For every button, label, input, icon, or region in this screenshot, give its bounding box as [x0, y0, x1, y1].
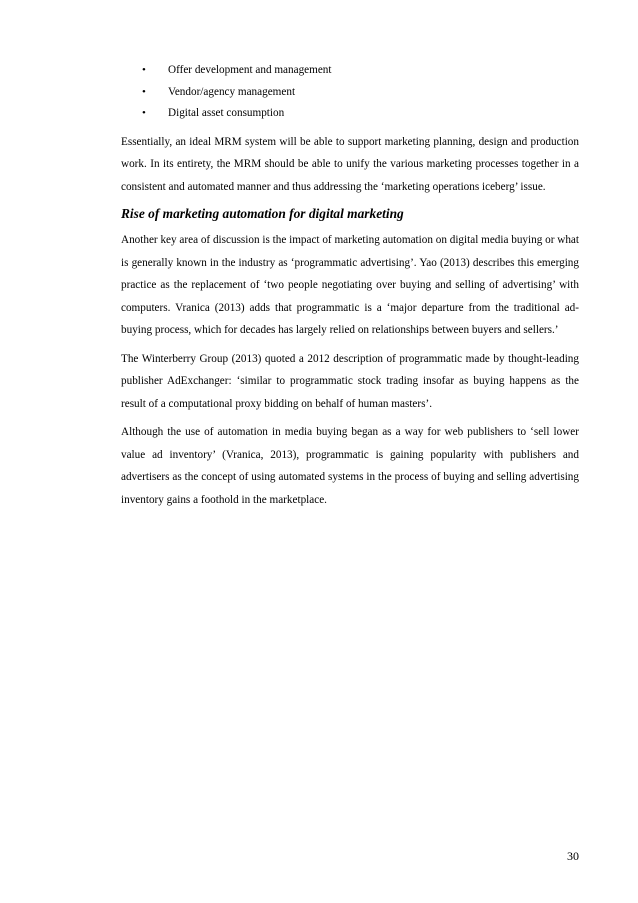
bullet-icon: • — [142, 85, 146, 98]
page-number: 30 — [567, 849, 579, 863]
bullet-item — [142, 60, 579, 82]
paragraph-mrm-summary: Essentially, an ideal MRM system will be able to support marketing planning, design and production work. In its entirety, the MRM should be able to unify the various marketing processes together in a consistent and automated manner and thus addressing the ‘marketing operations iceberg’ issue. — [121, 135, 579, 193]
bullet-list — [121, 60, 579, 125]
bullet-item — [142, 103, 579, 125]
section-heading: Rise of marketing automation for digital marketing — [121, 206, 404, 221]
paragraph-winterberry-quote: The Winterberry Group (2013) quoted a 2012 description of programmatic made by thought-leading publisher AdExchanger: ‘similar to programmatic stock trading insofar as buying happens as the result of a computational proxy bidding on behalf of human masters’. — [121, 352, 579, 410]
bullet-text: Digital asset consumption — [168, 107, 285, 119]
bullet-icon: • — [142, 64, 146, 76]
bullet-item — [142, 82, 579, 104]
paragraph-programmatic-intro: Another key area of discussion is the impact of marketing automation on digital media buying or what is generally known in the industry as ‘programmatic advertising’. Yao (2013) describes this emerging practice as the replacement of ‘two people negotiating over buying and selling of advertising’ with computers. Vranica (2013) adds that programmatic is a ‘major departure from the traditional ad-buying process, which for decades has largely relied on relationships between buyers and sellers.’ — [121, 234, 579, 336]
page-body — [121, 60, 579, 511]
paragraph-automation-adoption: Although the use of automation in media buying began as a way for web publishers to ‘sell lower value ad inventory’ (Vranica, 2013), programmatic is gaining popularity with publishers and advertisers as the concept of using automated systems in the process of buying and selling advertising inventory gains a foothold in the marketplace. — [121, 426, 579, 506]
bullet-text: Vendor/agency management — [168, 85, 296, 98]
bullet-icon: • — [142, 107, 146, 119]
bullet-text: Offer development and management — [168, 64, 332, 76]
